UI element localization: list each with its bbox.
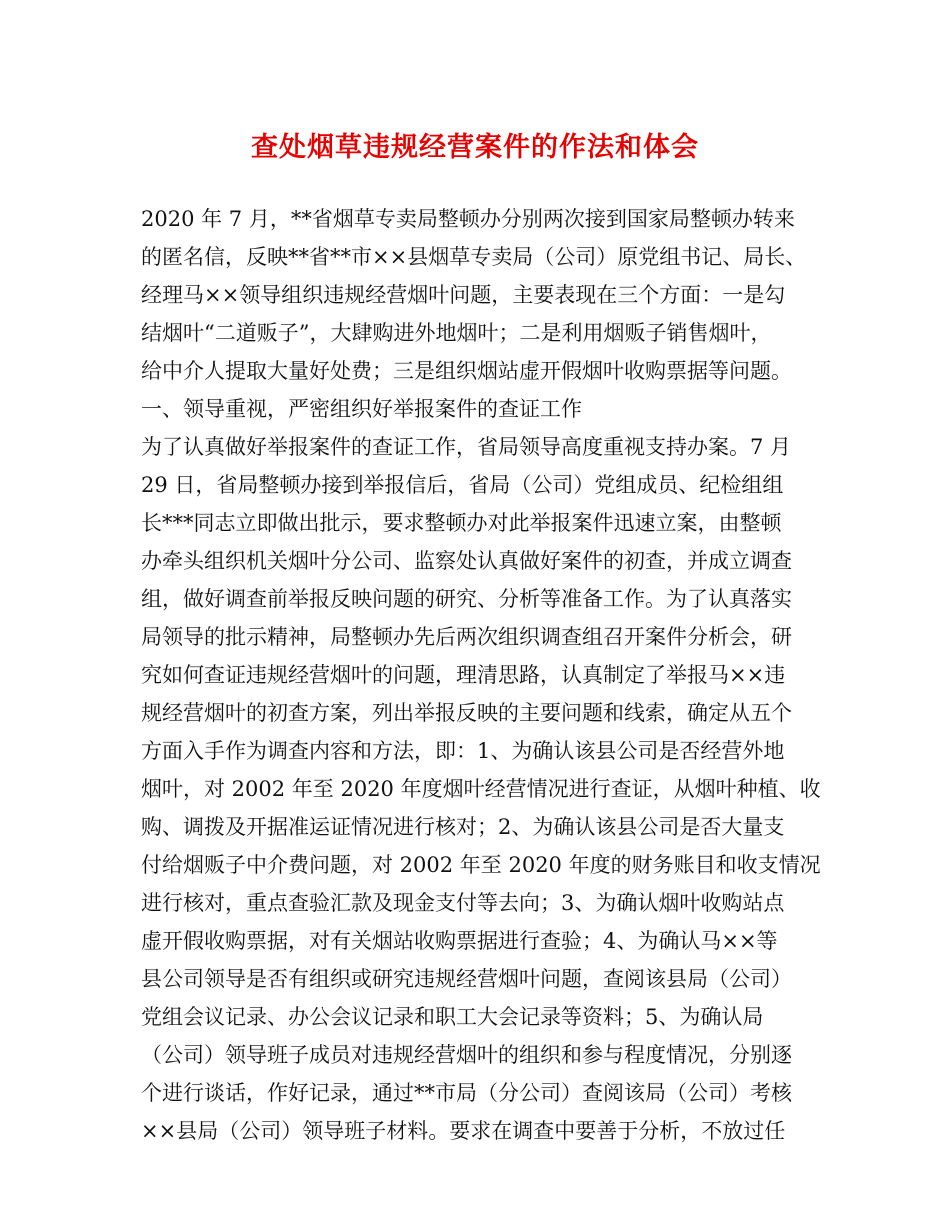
body-line: （公司）领导班子成员对违规经营烟叶的组织和参与程度情况，分别逐: [141, 1043, 792, 1067]
body-line: 为了认真做好举报案件的查证工作，省局领导高度重视支持办案。7 月: [141, 435, 792, 459]
body-line: 2020 年 7 月，**省烟草专卖局整顿办分别两次接到国家局整顿办转来: [141, 207, 795, 231]
body-line: 进行核对，重点查验汇款及现金支付等去向；3、为确认烟叶收购站点: [141, 891, 785, 915]
body-line: 组，做好调查前举报反映问题的研究、分析等准备工作。为了认真落实: [141, 587, 792, 611]
document-body: [141, 200, 831, 1150]
body-line: 办牵头组织机关烟叶分公司、监察处认真做好案件的初查，并成立调查: [141, 549, 792, 573]
body-line: 29 日，省局整顿办接到举报信后，省局（公司）党组成员、纪检组组: [141, 473, 784, 497]
body-line: 给中介人提取大量好处费；三是组织烟站虚开假烟叶收购票据等问题。: [141, 359, 792, 383]
body-line: 县公司领导是否有组织或研究违规经营烟叶问题，查阅该县局（公司）: [141, 967, 792, 991]
body-line: 个进行谈话，作好记录，通过**市局（分公司）查阅该局（公司）考核: [141, 1081, 792, 1105]
document-title: 查处烟草违规经营案件的作法和体会: [251, 132, 699, 163]
body-line: 局领导的批示精神，局整顿办先后两次组织调查组召开案件分析会，研: [141, 625, 792, 649]
body-line: 党组会议记录、办公会议记录和职工大会记录等资料；5、为确认局: [141, 1005, 764, 1029]
body-line: 规经营烟叶的初查方案，列出举报反映的主要问题和线索，确定从五个: [141, 701, 792, 725]
body-line: 购、调拨及开据准运证情况进行核对；2、为确认该县公司是否大量支: [141, 815, 785, 839]
section-heading: 一、领导重视，严密组织好举报案件的查证工作: [141, 397, 582, 421]
body-line: 虚开假收购票据，对有关烟站收购票据进行查验；4、为确认马××等: [141, 929, 778, 953]
body-line: 结烟叶“二道贩子”，大肆购进外地烟叶；二是利用烟贩子销售烟叶，: [141, 321, 772, 345]
body-line: 长***同志立即做出批示，要求整顿办对此举报案件迅速立案，由整顿: [141, 511, 782, 535]
body-line: 的匿名信，反映**省**市××县烟草专卖局（公司）原党组书记、局长、: [141, 245, 807, 269]
body-line: 付给烟贩子中介费问题，对 2002 年至 2020 年度的财务账目和收支情况: [141, 853, 821, 877]
body-line: 烟叶，对 2002 年至 2020 年度烟叶经营情况进行查证，从烟叶种植、收: [141, 777, 821, 801]
body-line: 究如何查证违规经营烟叶的问题，理清思路，认真制定了举报马××违: [141, 663, 786, 687]
body-line: 方面入手作为调查内容和方法，即：1、为确认该县公司是否经营外地: [141, 739, 785, 763]
body-line: ××县局（公司）领导班子材料。要求在调查中要善于分析，不放过任: [141, 1119, 786, 1143]
body-line: 经理马××领导组织违规经营烟叶问题，主要表现在三个方面：一是勾: [141, 283, 786, 307]
